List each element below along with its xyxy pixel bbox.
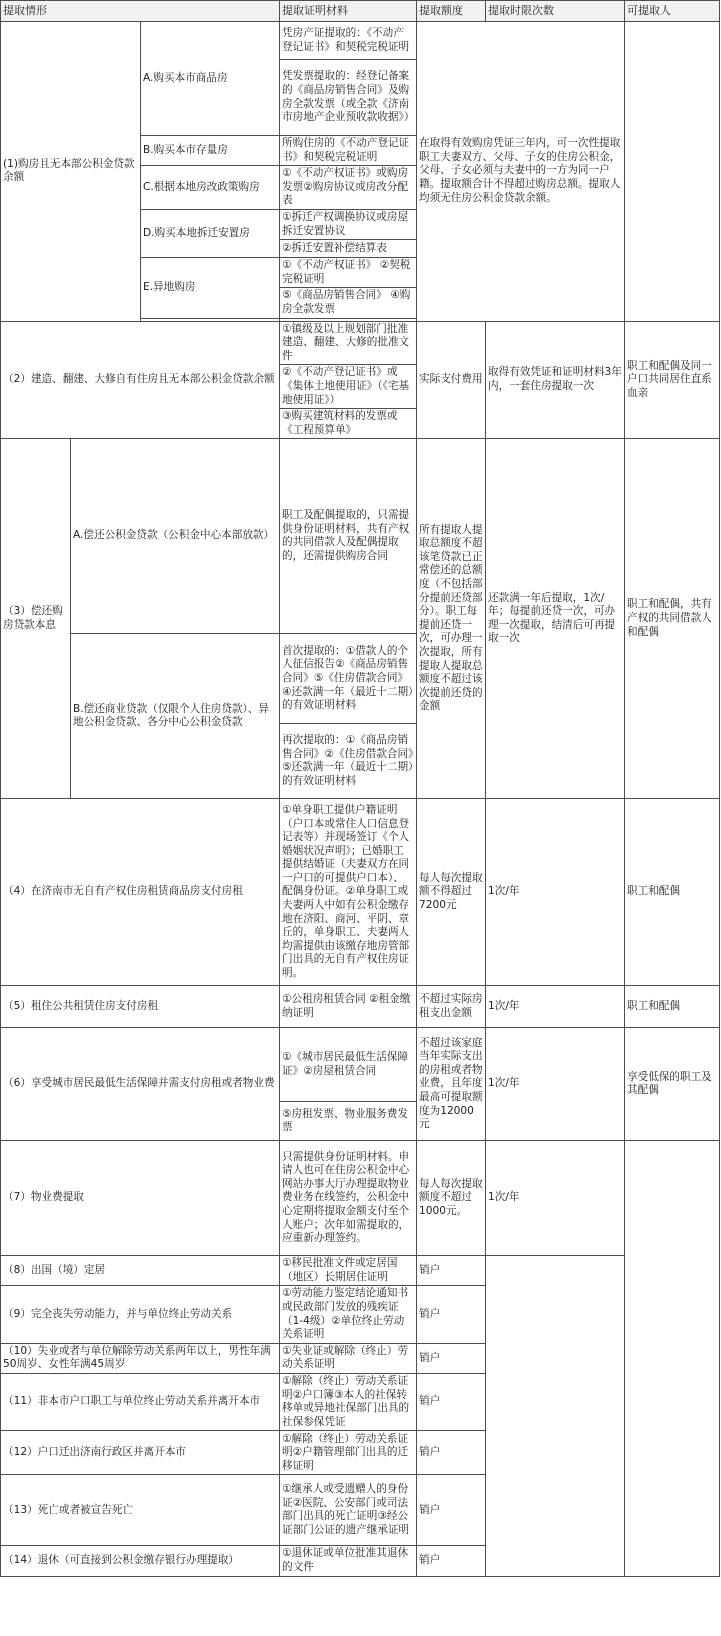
empty-cell (486, 1256, 625, 1576)
material-cell: ①《不动产权证书》或购房发票②购房协议或房改分配表 (280, 166, 417, 210)
scenario-cell: （10）失业或者与单位解除劳动关系两年以上，男性年满50周岁、女性年满45周岁 (1, 1343, 280, 1373)
amount-cell: 所有提取人提取总额度不超该笔贷款已正常偿还的总额度（不包括部分提前还贷部分）。职工每提前还贷一次，可办理一次提取，所有提取人提取总额度不超过该次提前还贷的金额 (417, 439, 486, 799)
amount-cell: 每人每次提取额不得超过7200元 (417, 799, 486, 986)
scenario-cell: （7）物业费提取 (1, 1141, 280, 1256)
sub-scenario-cell: C.根据本地房改政策购房 (141, 166, 280, 210)
material-cell: ②拆迁安置补偿结算表 (280, 240, 417, 258)
sub-scenario-cell: A.偿还公积金贷款（公积金中心本部放款） (71, 439, 280, 634)
scenario-cell: （2）建造、翻建、大修自有住房且无本部公积金贷款余额 (1, 321, 280, 439)
table-row (1, 799, 720, 986)
amount-cell: 销户 (417, 1431, 486, 1475)
amount-cell: 实际支付费用 (417, 321, 486, 439)
scenario-cell: （4）在济南市无自有产权住房租赁商品房支付房租 (1, 799, 280, 986)
amount-cell: 在取得有效购房凭证三年内，可一次性提取职工夫妻双方、父母、子女的住房公积金，父母、子女必须与夫妻中的一方为同一户籍。提取额合计不得超过购房总额。提取人均须无住房公积金贷款余额。 (417, 22, 625, 322)
scenario-cell: （13）死亡或者被宣告死亡 (1, 1475, 280, 1546)
table-row (1, 1141, 720, 1256)
scenario-cell: （5）租住公共租赁住房支付房租 (1, 986, 280, 1028)
empty-cell (625, 1141, 720, 1576)
who-cell: 职工和配偶 (625, 986, 720, 1028)
material-cell: ①劳动能力鉴定结论通知书或民政部门发放的残疾证（1-4级）②单位终止劳动关系证明 (280, 1286, 417, 1343)
header-materials: 提取证明材料 (280, 1, 417, 22)
amount-cell: 销户 (417, 1546, 486, 1576)
material-cell: 凭房产证提取的：《不动产登记证书》和契税完税证明 (280, 22, 417, 60)
scenario-cell: (1)购房且无本部公积金贷款余额 (1, 22, 141, 322)
amount-cell: 不超过实际房租支出金额 (417, 986, 486, 1028)
material-cell: 凭发票提取的：经登记备案的《商品房销售合同》及购房全款发票（或全款《济南市房地产企业预收款收据》） (280, 60, 417, 136)
material-cell: ⑤房租发票、物业服务费发票 (280, 1102, 417, 1141)
scenario-cell: （8）出国（境）定居 (1, 1256, 280, 1286)
material-cell: ①移民批准文件或定居国（地区）长期居住证明 (280, 1256, 417, 1286)
scenario-cell: （14）退休（可直接到公积金缴存银行办理提取） (1, 1546, 280, 1576)
material-cell: ①解除（终止）劳动关系证明②户籍管理部门出具的迁移证明 (280, 1431, 417, 1475)
who-cell: 职工和配偶 (625, 799, 720, 986)
material-cell: 再次提取的：①《商品房销售合同》②《住房借款合同》⑤还款满一年（最近十二期）的有效证明材料 (280, 724, 417, 799)
frequency-cell: 1次/年 (486, 1141, 625, 1256)
header-row (1, 1, 720, 22)
sub-scenario-cell: A.购买本市商品房 (141, 22, 280, 136)
scenario-cell: （3）偿还购房贷款本息 (1, 439, 71, 799)
amount-cell: 不超过该家庭当年实际支出的房租或者物业费，且年度最高可提取额度为12000元 (417, 1028, 486, 1141)
sub-scenario-cell: D.购买本地拆迁安置房 (141, 209, 280, 257)
material-cell: 职工及配偶提取的，只需提供身份证明材料，共有产权的共同借款人及配偶提取的，还需提供购房合同 (280, 439, 417, 634)
who-cell: 职工和配偶，共有产权的共同借款人和配偶 (625, 439, 720, 799)
amount-cell: 每人每次提取额度不超过1000元。 (417, 1141, 486, 1256)
scenario-cell: （12）户口迁出济南行政区并离开本市 (1, 1431, 280, 1475)
material-cell: ①单身职工提供户籍证明（户口本或常住人口信息登记表等）并现场签订《个人婚姻状况声明》；已婚职工提供结婚证（夫妻双方在同一户口的可提供户口本）、配偶身份证。②单身职工或夫妻两人中如有公积金缴存地在济阳、商河、平阴、章丘的，单身职工、夫妻两人均需提供由该缴存地房管部门出具的无自有产权住房证明。 (280, 799, 417, 986)
table-row (1, 986, 720, 1028)
who-cell: 职工和配偶及同一户口共同居住直系血亲 (625, 321, 720, 439)
material-cell: ①继承人或受遗赠人的身份证②医院、公安部门或司法部门出具的死亡证明③经公证部门公证的遗产继承证明 (280, 1475, 417, 1546)
empty-cell (625, 22, 720, 322)
scenario-cell: （6）享受城市居民最低生活保障并需支付房租或者物业费 (1, 1028, 280, 1141)
frequency-cell: 取得有效凭证和证明材料3年内，一套住房提取一次 (486, 321, 625, 439)
sub-scenario-cell: E.异地购房 (141, 258, 280, 318)
table-row (1, 321, 720, 365)
material-cell: ②《不动产登记证书》或《集体土地使用证》（《宅基地使用证》） (280, 365, 417, 409)
material-cell: 只需提供身份证明材料。申请人也可在住房公积金中心网站办事大厅办理提取物业费业务在线签约，公积金中心定期将提取金额支付至个人账户；次年如需提取的，应重新办理签约。 (280, 1141, 417, 1256)
amount-cell: 销户 (417, 1475, 486, 1546)
frequency-cell: 1次/年 (486, 1028, 625, 1141)
material-cell: ①失业证或解除（终止）劳动关系证明 (280, 1343, 417, 1373)
scenario-cell: （11）非本市户口职工与单位终止劳动关系并离开本市 (1, 1374, 280, 1431)
header-who: 可提取人 (625, 1, 720, 22)
header-scenario: 提取情形 (1, 1, 280, 22)
material-cell: ③购买建筑材料的发票或《工程预算单》 (280, 409, 417, 439)
material-cell: ①《城市居民最低生活保障证》②房屋租赁合同 (280, 1028, 417, 1102)
sub-scenario-cell: B.偿还商业贷款（仅限个人住房贷款）、异地公积金贷款、各分中心公积金贷款 (71, 634, 280, 799)
table-row (1, 22, 720, 60)
who-cell: 享受低保的职工及其配偶 (625, 1028, 720, 1141)
frequency-cell: 1次/年 (486, 986, 625, 1028)
material-cell: 所购住房的《不动产登记证书》和契税完税证明 (280, 136, 417, 166)
sub-scenario-cell: B.购买本市存量房 (141, 136, 280, 166)
amount-cell: 销户 (417, 1374, 486, 1431)
amount-cell: 销户 (417, 1343, 486, 1373)
material-cell: ⑤《商品房销售合同》 ④购房全款发票 (280, 288, 417, 318)
amount-cell: 销户 (417, 1256, 486, 1286)
material-cell: ①公租房租赁合同 ②租金缴纳证明 (280, 986, 417, 1028)
amount-cell: 销户 (417, 1286, 486, 1343)
material-cell: ①拆迁产权调换协议或房屋拆迁安置协议 (280, 209, 417, 239)
material-cell: ①镇级及以上规划部门批准建造、翻建、大修的批准文件 (280, 321, 417, 365)
header-frequency: 提取时限次数 (486, 1, 625, 22)
material-cell: ①《不动产权证书》 ②契税完税证明 (280, 258, 417, 288)
frequency-cell: 还款满一年后提取，1次/年；每提前还贷一次，可办理一次提取，结清后可再提取一次 (486, 439, 625, 799)
scenario-cell: （9）完全丧失劳动能力，并与单位终止劳动关系 (1, 1286, 280, 1343)
material-cell: ①退休证或单位批准其退休的文件 (280, 1546, 417, 1576)
table-row (1, 439, 720, 634)
material-cell: 首次提取的：①借款人的个人征信报告②《商品房销售合同》⑤《住房借款合同》④还款满一年（最近十二期）的有效证明材料 (280, 634, 417, 724)
material-cell: ①解除（终止）劳动关系证明②户口簿③本人的社保转移单或异地社保部门出具的社保参保凭证 (280, 1374, 417, 1431)
table-row (1, 1028, 720, 1102)
header-amount: 提取额度 (417, 1, 486, 22)
frequency-cell: 1次/年 (486, 799, 625, 986)
table-row (1, 1256, 720, 1286)
